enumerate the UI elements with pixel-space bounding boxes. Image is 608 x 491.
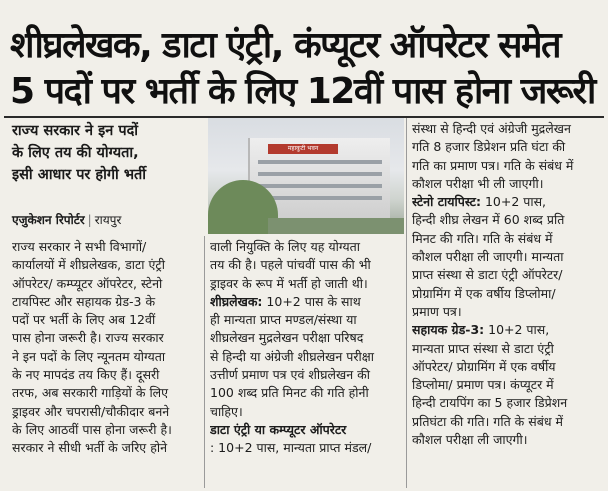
- column-text-line: गति 8 हजार डिप्रेशन प्रति घंटा की: [412, 139, 566, 155]
- column-text-line: कौशल परीक्षा ली जाएगी। मान्यता: [412, 249, 564, 265]
- column-divider: [406, 118, 407, 488]
- column-text-line: 100 शब्द प्रति मिनट की गति होनी: [210, 385, 369, 401]
- column-text-line: संस्था से हिन्दी एवं अंग्रेजी मुद्रलेखन: [412, 121, 571, 136]
- column-text-line: 10+2 पास के साथ: [262, 293, 361, 309]
- column-text-line: पास होना जरूरी है। राज्य सरकार: [12, 330, 164, 346]
- subhead-line: के लिए तय की योग्यता,: [12, 145, 139, 161]
- section-heading-data-entry: डाटा एंट्री या कम्प्यूटर ऑपरेटर: [210, 421, 347, 437]
- article-column-3: [412, 120, 604, 488]
- byline-place: रायपुर: [94, 213, 122, 227]
- column-text-line: कार्यालयों में शीघ्रलेखक, डाटा एंट्री: [12, 257, 165, 273]
- column-text-line: ड्राइवर और चपरासी/चौकीदार बनने: [12, 403, 170, 419]
- section-heading-steno: शीघ्रलेखक:: [210, 293, 263, 309]
- column-text-line: ऑपरेटर/ कम्प्यूटर ऑपरेटर, स्टेनो: [12, 275, 163, 291]
- column-text-line: से हिन्दी या अंग्रेजी शीघ्रलेखन परीक्षा: [210, 348, 374, 364]
- column-text-line: उत्तीर्ण प्रमाण पत्र एवं शीघ्रलेखन की: [210, 367, 370, 383]
- column-text-line: डिप्लोमा/ प्रमाण पत्र। कंप्यूटर में: [412, 377, 554, 393]
- column-text-line: के लिए आठवीं पास होना जरूरी है।: [12, 421, 172, 437]
- shrub-shape: [268, 218, 404, 234]
- column-text-line: : 10+2 पास, मान्यता प्राप्त मंडल/: [210, 440, 372, 456]
- subhead-line: इसी आधार पर होगी भर्ती: [12, 167, 147, 183]
- column-text-line: प्रतिघंटा की गति। गति के संबंध में: [412, 413, 563, 429]
- column-text-line: ने इन पदों के लिए न्यूनतम योग्यता: [12, 348, 166, 364]
- column-text-line: कौशल परीक्षा ली जाएगी।: [412, 432, 528, 448]
- column-divider: [204, 236, 205, 488]
- column-text-line: टायपिस्ट और सहायक ग्रेड-3 के: [12, 293, 156, 309]
- column-text-line: मिनट की गति। गति के संबंध में: [412, 230, 553, 246]
- headline-line-2: 5 पदों पर भर्ती के लिए 12वीं पास होना जरूरी: [10, 71, 595, 112]
- column-text-line: ड्राइवर के रूप में भर्ती हो जाती थी।: [210, 275, 368, 291]
- building-sign: महाकुटी भवन: [268, 144, 338, 154]
- article-byline: एजुकेशन रिपोर्टर | रायपुर: [12, 213, 122, 227]
- column-text-line: मान्यता प्राप्त संस्था से डाटा एंट्री: [412, 340, 554, 356]
- column-text-line: 10+2 पास,: [480, 194, 547, 210]
- subhead-line: राज्य सरकार ने इन पदों: [12, 123, 139, 139]
- byline-author: एजुकेशन रिपोर्टर: [12, 213, 85, 227]
- column-text-line: गति का प्रमाण पत्र। गति के संबंध में: [412, 157, 574, 173]
- article-column-1: [12, 238, 202, 490]
- headline-line-1: शीघ्रलेखक, डाटा एंट्री, कंप्यूटर ऑपरेटर समेत: [10, 25, 561, 66]
- column-text-line: प्राप्त संस्था से डाटा एंट्री ऑपरेटर/: [412, 267, 563, 283]
- column-text-line: हिन्दी शीघ्र लेखन में 60 शब्द प्रति: [412, 212, 565, 228]
- column-text-line: चाहिए।: [210, 403, 243, 419]
- column-text-line: ही मान्यता प्राप्त मण्डल/संस्था या: [210, 312, 357, 328]
- column-text-line: हिन्दी टायपिंग का 5 हजार डिप्रेशन: [412, 395, 568, 411]
- column-text-line: ऑपरेटर/ प्रोग्रामिंग में एक वर्षीय: [412, 358, 556, 374]
- column-text-line: पदों पर भर्ती के लिए अब 12वीं: [12, 312, 156, 328]
- building-photo: [208, 118, 404, 234]
- column-text-line: प्रमाण पत्र।: [412, 303, 462, 319]
- section-heading-assistant-grade-3: सहायक ग्रेड-3:: [412, 322, 485, 338]
- column-text-line: प्रोग्रामिंग में एक वर्षीय डिप्लोमा/: [412, 285, 556, 301]
- column-text-line: 10+2 पास,: [484, 322, 550, 338]
- column-text-line: सरकार ने सीधी भर्ती के जरिए होने: [12, 440, 168, 456]
- article-subhead: [12, 120, 202, 186]
- article-column-2: [210, 238, 404, 490]
- column-text-line: कौशल परीक्षा भी ली जाएगी।: [412, 175, 544, 191]
- article-headline: [10, 24, 602, 114]
- column-text-line: वाली नियुक्ति के लिए यह योग्यता: [210, 239, 360, 254]
- column-text-line: के नए मापदंड तय किए हैं। दूसरी: [12, 367, 160, 383]
- column-text-line: शीघ्रलेखन मुद्रलेखन परीक्षा परिषद: [210, 330, 364, 346]
- section-heading-steno-typist: स्टेनो टायपिस्ट:: [412, 194, 481, 210]
- column-text-line: राज्य सरकार ने सभी विभागों/: [12, 239, 147, 254]
- column-text-line: तरफ, अब सरकारी गाड़ियों के लिए: [12, 385, 169, 401]
- column-text-line: तय की है। पहले पांचवीं पास की भी: [210, 257, 371, 273]
